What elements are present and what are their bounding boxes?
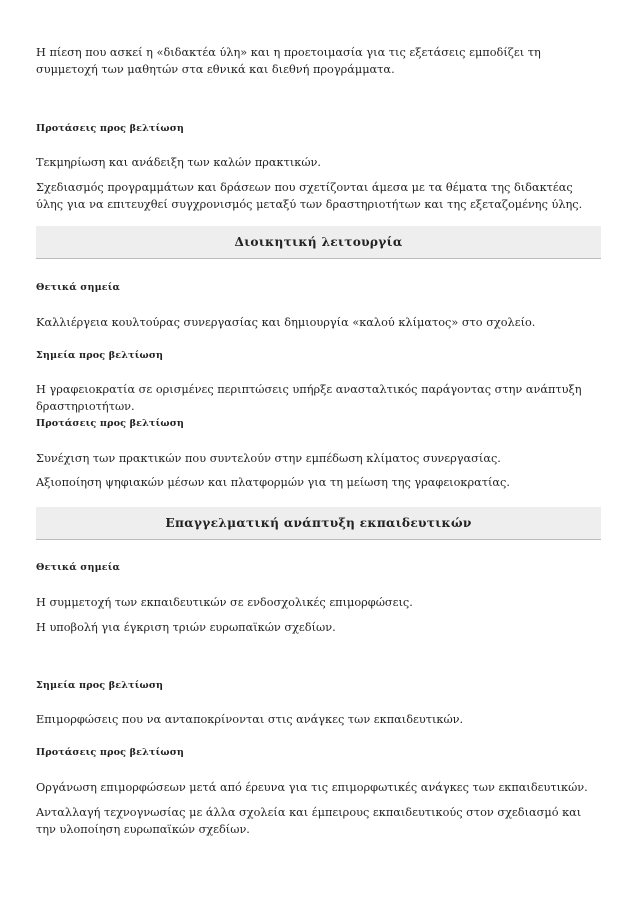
paragraph-program-design: Σχεδιασμός προγραμμάτων και δράσεων που σχετίζονται άμεσα με τα θέματα της διδακτέας ύλης για να επιτευχθεί συγχρονισμός μεταξύ των δραστηριοτήτων και της εξεταζομένης ύλης. (36, 181, 583, 211)
section-title: Επαγγελματική ανάπτυξη εκπαιδευτικών (165, 516, 472, 530)
paragraph-documentation-practices: Τεκμηρίωση και ανάδειξη των καλών πρακτικών. (36, 156, 322, 169)
paragraph-continue-practices: Συνέχιση των πρακτικών που συντελούν στην εμπέδωση κλίματος συνεργασίας. (36, 452, 501, 465)
subheading-positive-points: Θετικά σημεία (36, 282, 121, 293)
paragraph-collaboration-culture: Καλλιέργεια κουλτούρας συνεργασίας και δημιουργία «καλού κλίματος» στο σχολείο. (36, 316, 536, 329)
paragraph-digital-platforms: Αξιοποίηση ψηφιακών μέσων και πλατφορμών για τη μείωση της γραφειοκρατίας. (36, 476, 510, 489)
subheading-proposals: Προτάσεις προς βελτίωση (36, 418, 185, 429)
paragraph-pressure-curriculum: Η πίεση που ασκεί η «διδακτέα ύλη» και η προετοιμασία για τις εξετάσεις εμποδίζει τη συμμετοχή των μαθητών στα εθνικά και διεθνή προγράμματα. (36, 46, 541, 76)
paragraph-teacher-training: Η συμμετοχή των εκπαιδευτικών σε ενδοσχολικές επιμορφώσεις. (36, 596, 413, 609)
paragraph-knowhow-exchange: Ανταλλαγή τεχνογνωσίας με άλλα σχολεία και έμπειρους εκπαιδευτικούς στον σχεδιασμό και την υλοποίηση ευρωπαϊκών σχεδίων. (36, 806, 582, 836)
subheading-positive-points: Θετικά σημεία (36, 562, 121, 573)
paragraph-training-research: Οργάνωση επιμορφώσεων μετά από έρευνα για τις επιμορφωτικές ανάγκες των εκπαιδευτικών. (36, 781, 588, 794)
section-title: Διοικητική λειτουργία (234, 235, 403, 249)
paragraph-training-needs: Επιμορφώσεις που να ανταποκρίνονται στις ανάγκες των εκπαιδευτικών. (36, 713, 464, 726)
section-header-professional-development (36, 507, 601, 540)
subheading-improvement-points: Σημεία προς βελτίωση (36, 350, 164, 361)
subheading-improvement-points: Σημεία προς βελτίωση (36, 680, 164, 691)
subheading-proposals: Προτάσεις προς βελτίωση (36, 123, 185, 134)
subheading-proposals: Προτάσεις προς βελτίωση (36, 747, 185, 758)
paragraph-bureaucracy: Η γραφειοκρατία σε ορισμένες περιπτώσεις υπήρξε ανασταλτικός παράγοντας στην ανάπτυξη δραστηριοτήτων. (36, 383, 582, 413)
paragraph-european-projects: Η υποβολή για έγκριση τριών ευρωπαϊκών σχεδίων. (36, 621, 336, 634)
section-header-administration (36, 226, 601, 259)
